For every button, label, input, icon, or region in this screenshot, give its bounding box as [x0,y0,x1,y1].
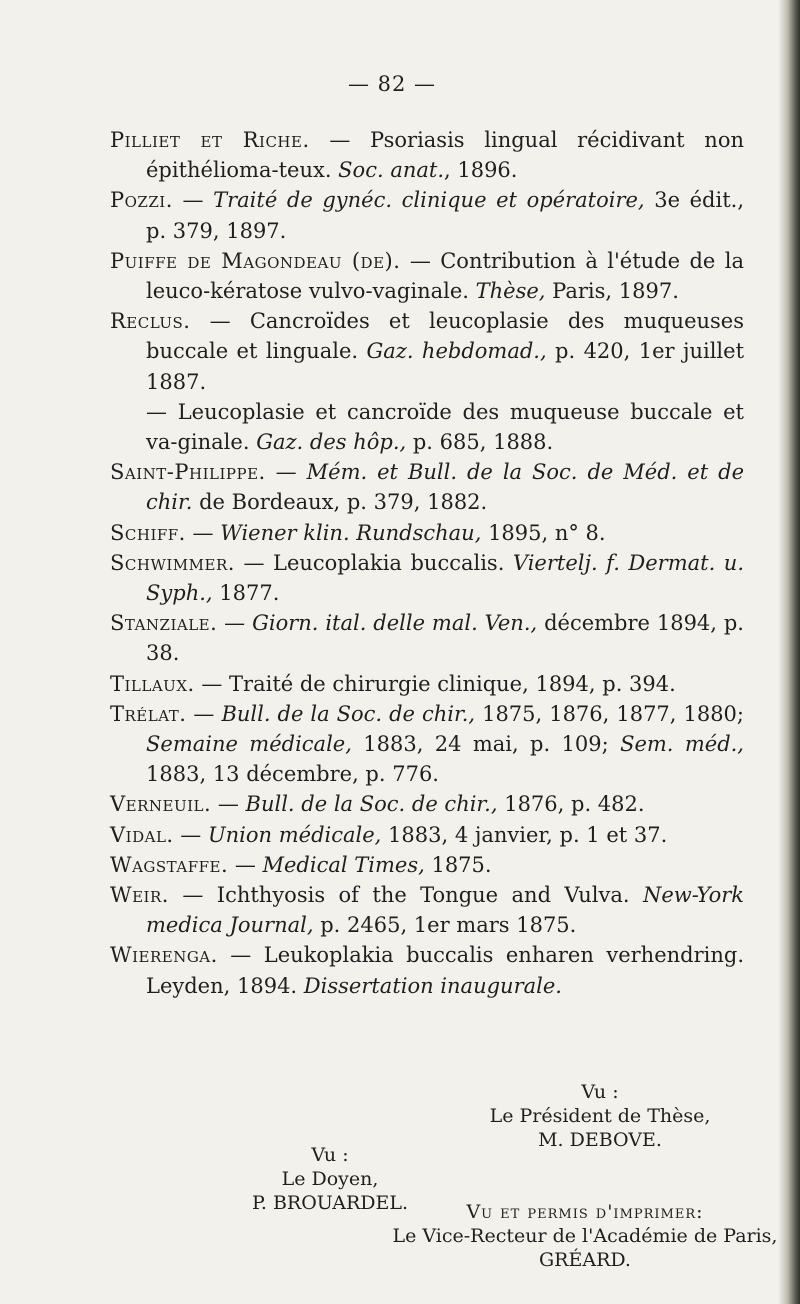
bibliography-entry [110,185,744,245]
entry-source: Union médicale, [207,822,382,847]
bibliography-entry [110,548,744,608]
entry-text: — Traité de chirurgie clinique, 1894, p. 394. [194,671,676,696]
approval-permis [380,1200,790,1272]
entry-text: — Cancroïdes et leucoplasie des muqueuses buccale et linguale. [146,309,744,364]
entry-author: Weir. [110,883,169,908]
entry-text: — [265,460,307,485]
entry-source: Bull. de la Soc. de chir., [245,792,498,817]
bibliography-entry [110,457,744,517]
bibliography-list [110,125,744,1001]
entry-tail: décembre 1894, p. 38. [146,611,744,666]
entry-text: — [228,852,263,877]
entry-text: — Leukoplakia buccalis enharen verhendring. Leyden, 1894. [146,943,744,998]
approval-title: Le Vice-Recteur de l'Académie de Paris, [392,1225,778,1247]
entry-source: Gaz. des hôp., [256,430,407,455]
bibliography-entry [110,940,744,1000]
entry-source: Mém. et Bull. de la Soc. de Méd. et de chir. [146,460,744,515]
entry-text: — [185,520,221,545]
entry-text: — [172,188,214,213]
approval-name: GRÉARD. [539,1249,631,1271]
entry-author: Pozzi. [110,188,173,213]
entry-tail: 1875, 1876, 1877, 1880; [475,701,744,726]
bibliography-entry [110,850,744,880]
entry-source: Thèse, [475,279,546,304]
approval-vu: Vu et permis d'imprimer: [466,1201,704,1223]
entry-text: — Leucoplakia buccalis. [234,550,513,575]
entry-source: Semaine médicale, [146,732,352,757]
entry-text: — Contribution à l'étude de la leuco-kératose vulvo-vaginale. [146,248,744,304]
entry-tail: Paris, 1897. [545,279,679,304]
entry-source: Wiener klin. Rundschau, [220,520,482,545]
entry-source: Bull. de la Soc. de chir., [221,701,476,726]
entry-text: — Psoriasis lingual récidivant non épithélioma-teux. [146,128,744,183]
bibliography-entry [110,125,744,185]
entry-text: — Ichthyosis of the Tongue and Vulva. [168,883,643,908]
entry-tail: 1883, 13 décembre, p. 776. [146,762,439,787]
entry-text: — Leucoplasie et cancroïde des muqueuse buccale et va-ginale. [146,399,744,455]
approval-name: M. DEBOVE. [538,1129,662,1151]
entry-author: Wierenga. [110,943,218,968]
entry-source: Giorn. ital. delle mal. Ven., [252,611,538,636]
entry-source: Dissertation inaugurale. [303,973,562,998]
entry-source: New-York medica Journal, [146,883,744,938]
entry-author: Puiffe de Magondeau (de). [110,248,401,273]
bibliography-entry [110,518,744,548]
bibliography-entry [110,820,744,850]
bibliography-entry [110,608,744,668]
entry-source: Sem. méd., [620,732,744,757]
approval-vu: Vu : [311,1144,349,1166]
approval-title: Le Président de Thèse, [489,1105,711,1127]
entry-tail: 1883, 24 mai, p. 109; [351,732,621,757]
entry-tail: 1876, p. 482. [497,792,645,817]
entry-text: — [173,822,208,847]
bibliography-entry [110,397,744,457]
entry-text: — [217,611,253,636]
entry-author: Trélat. [110,701,187,726]
entry-author: Wagstaffe. [110,852,229,877]
page-number: — 82 — [347,72,437,96]
entry-tail: 1895, n° 8. [481,520,606,545]
entry-tail: 3e édit., p. 379, 1897. [146,188,744,243]
entry-author: Saint-Philippe. [110,460,266,485]
bibliography-entry [110,246,744,306]
entry-source: Traité de gynéc. clinique et opératoire, [213,188,645,213]
entry-author: Tillaux. [110,671,195,696]
approval-vu: Vu : [581,1081,619,1103]
bibliography-entry [110,880,744,940]
entry-tail: p. 2465, 1er mars 1875. [313,913,577,938]
entry-tail: p. 420, 1er juillet 1887. [146,339,745,394]
entry-tail: de Bordeaux, p. 379, 1882. [192,490,488,515]
entry-tail: 1877. [212,581,280,606]
approval-president [470,1080,730,1152]
entry-tail: p. 685, 1888. [406,430,554,455]
entry-tail: 1883, 4 janvier, p. 1 et 37. [381,822,668,847]
approval-name: P. BROUARDEL. [251,1192,409,1214]
bibliography-entry [110,789,744,819]
entry-tail: 1875. [424,852,492,877]
entry-author: Reclus. [110,309,191,334]
page-edge-shadow [778,0,800,1304]
entry-text: — [211,792,246,817]
entry-source: Medical Times, [262,852,425,877]
approval-title: Le Doyen, [281,1168,379,1190]
entry-source: Gaz. hebdomad., [366,339,547,364]
entry-author: Schiff. [110,520,186,545]
bibliography-entry [110,699,744,790]
entry-tail: , 1896. [444,158,518,183]
entry-author: Verneuil. [110,792,212,817]
entry-author: Stanziale. [110,611,218,636]
bibliography-entry [110,306,744,397]
entry-source: Viertelj. f. Dermat. u. Syph., [146,550,744,606]
entry-text: — [186,701,222,726]
entry-author: Vidal. [110,822,174,847]
entry-author: Schwimmer. [110,550,235,575]
bibliography-entry [110,669,744,699]
entry-source: Soc. anat. [338,158,444,183]
entry-author: Pilliet et Riche. [110,128,310,152]
